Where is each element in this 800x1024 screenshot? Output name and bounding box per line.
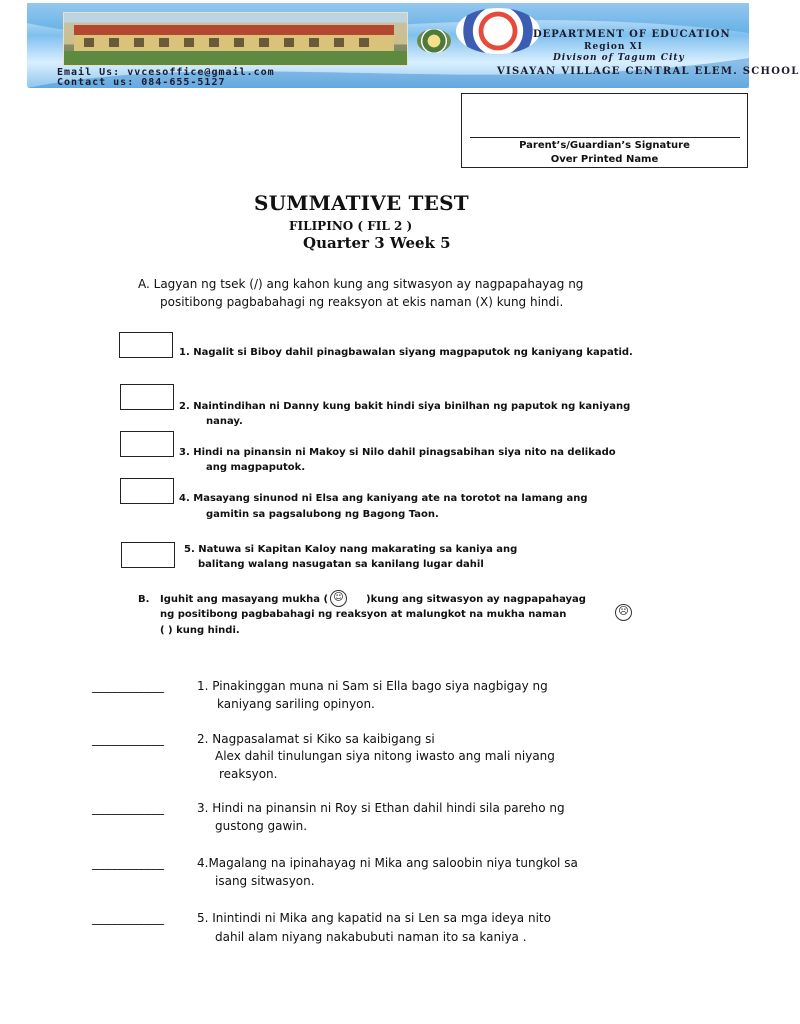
test-title: SUMMATIVE TEST (254, 191, 469, 215)
test-subject: FILIPINO ( FIL 2 ) (289, 219, 413, 233)
school-seal-logo (456, 8, 540, 54)
answer-checkbox[interactable] (120, 478, 174, 504)
school-contact: Contact us: 084-655-5127 (57, 77, 226, 88)
answer-blank[interactable]: _____________ (92, 856, 164, 870)
signature-line (470, 137, 740, 138)
part-a-item-text: 3. Hindi na pinansin ni Makoy si Nilo dahil pinagsabihan siya nito na delikado (179, 447, 616, 458)
answer-checkbox[interactable] (120, 384, 174, 410)
part-b-item-text-cont: kaniyang sariling opinyon. (217, 697, 375, 711)
answer-blank[interactable]: _____________ (92, 679, 164, 693)
part-b-item-text: 5. Inintindi ni Mika ang kapatid na si Len sa mga ideya nito (197, 911, 551, 925)
part-b-item-text-cont: dahil alam niyang nakabubuti naman ito sa kaniya . (215, 930, 527, 944)
signature-sublabel: Over Printed Name (550, 154, 659, 165)
part-a-item-text-cont: gamitin sa pagsalubong ng Bagong Taon. (206, 509, 439, 520)
part-a-item-text: 2. Naintindihan ni Danny kung bakit hindi siya binilhan ng paputok ng kaniyang (179, 401, 631, 412)
part-b-label: B. (138, 594, 150, 605)
part-a-item-text: 1. Nagalit si Biboy dahil pinagbawalan siyang magpaputok ng kaniyang kapatid. (179, 347, 633, 358)
answer-blank[interactable]: _____________ (92, 801, 164, 815)
part-b-item-text: 4.Magalang na ipinahayag ni Mika ang saloobin niya tungkol sa (197, 856, 578, 870)
sad-face-icon: ☹ (615, 604, 632, 621)
part-b-item-text: 1. Pinakinggan muna ni Sam si Ella bago siya nagbigay ng (197, 679, 548, 693)
happy-face-icon: ☺ (330, 590, 347, 607)
answer-checkbox[interactable] (119, 332, 173, 358)
part-b-item-text: 2. Nagpasalamat si Kiko sa kaibigang si (197, 732, 435, 746)
answer-blank[interactable]: _____________ (92, 911, 164, 925)
part-b-item-text-cont: gustong gawin. (215, 819, 308, 833)
part-b-instruction-line2: ng positibong pagbabahagi ng reaksyon at malungkot na mukha naman (160, 609, 567, 620)
school-email: Email Us: vvcesoffice@gmail.com (57, 67, 275, 78)
answer-checkbox[interactable] (121, 542, 175, 568)
signature-label: Parent’s/Guardian’s Signature (519, 140, 690, 151)
part-a-item-text-cont: balitang walang nasugatan sa kanilang lugar dahil (198, 559, 484, 570)
part-a-instruction: A. Lagyan ng tsek (/) ang kahon kung ang sitwasyon ay nagpapahayag ng (138, 277, 584, 291)
school-building-illustration (64, 13, 407, 65)
part-a-item-text-cont: nanay. (206, 416, 243, 427)
part-b-item-text: 3. Hindi na pinansin ni Roy si Ethan dahil hindi sila pareho ng (197, 801, 565, 815)
part-a-item-text: 5. Natuwa si Kapitan Kaloy nang makarating sa kaniya ang (184, 544, 518, 555)
part-b-instruction-cont: )kung ang sitwasyon ay nagpapahayag (366, 594, 586, 605)
department-name: DEPARTMENT OF EDUCATION (533, 29, 731, 40)
part-a-instruction-cont: positibong pagbabahagi ng reaksyon at ekis naman (X) kung hindi. (160, 295, 564, 309)
part-a-item-text-cont: ang magpaputok. (206, 462, 306, 473)
part-b-instruction: Iguhit ang masayang mukha ( (160, 594, 329, 605)
part-b-item-text-cont: isang sitwasyon. (215, 874, 315, 888)
test-quarter: Quarter 3 Week 5 (303, 234, 451, 252)
part-b-instruction-line3: ( ) kung hindi. (160, 625, 240, 636)
division-name: Divison of Tagum City (553, 53, 685, 63)
part-a-item-text: 4. Masayang sinunod ni Elsa ang kaniyang ate na torotot na lamang ang (179, 493, 588, 504)
school-building-photo (63, 12, 408, 66)
part-b-item-text-cont: reaksyon. (219, 767, 278, 781)
school-name: VISAYAN VILLAGE CENTRAL ELEM. SCHOOL (497, 66, 800, 77)
part-b-item-text-cont: Alex dahil tinulungan siya nitong iwasto ang mali niyang (215, 749, 555, 763)
answer-checkbox[interactable] (120, 431, 174, 457)
city-seal-logo (417, 29, 451, 53)
answer-blank[interactable]: _____________ (92, 732, 164, 746)
region-name: Region XI (584, 42, 643, 52)
